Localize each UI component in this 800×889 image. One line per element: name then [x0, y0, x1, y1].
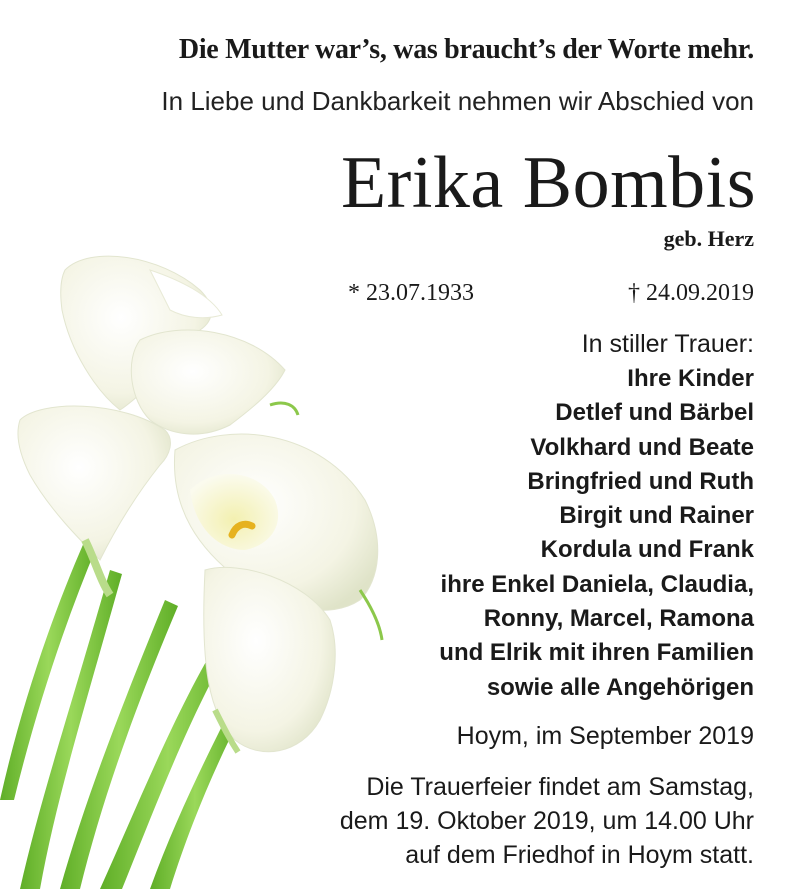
place-date: Hoym, im September 2019 [456, 722, 754, 750]
funeral-line: auf dem Friedhof in Hoym statt. [405, 841, 754, 869]
mourner-line: Bringfried und Ruth [527, 467, 754, 495]
funeral-line: Die Trauerfeier findet am Samstag, [366, 773, 754, 801]
deceased-name: Erika Bombis [340, 142, 756, 224]
calla-lily-flowers-icon [0, 240, 400, 889]
motto-heading: Die Mutter war’s, was braucht’s der Worte mehr. [178, 34, 754, 65]
birth-date: * 23.07.1933 [348, 280, 474, 306]
mourner-line: Birgit und Rainer [559, 502, 754, 530]
mourner-line: ihre Enkel Daniela, Claudia, [440, 570, 754, 598]
funeral-info [340, 770, 754, 872]
mourner-line: sowie alle Angehörigen [486, 673, 754, 701]
intro-line: In Liebe und Dankbarkeit nehmen wir Abschied von [161, 86, 754, 116]
maiden-name: geb. Herz [663, 226, 754, 251]
mourner-line: Kordula und Frank [540, 536, 754, 564]
mourner-line: Ronny, Marcel, Ramona [483, 605, 754, 633]
funeral-line: dem 19. Oktober 2019, um 14.00 Uhr [339, 807, 754, 835]
mourner-line: Detlef und Bärbel [555, 399, 754, 427]
mourner-line: Ihre Kinder [627, 365, 754, 392]
mourner-line: Volkhard und Beate [530, 433, 754, 461]
mourners-list [439, 362, 754, 705]
mourner-line: und Elrik mit ihren Familien [439, 639, 754, 667]
death-date: † 24.09.2019 [628, 280, 754, 306]
mourning-label: In stiller Trauer: [581, 330, 754, 358]
